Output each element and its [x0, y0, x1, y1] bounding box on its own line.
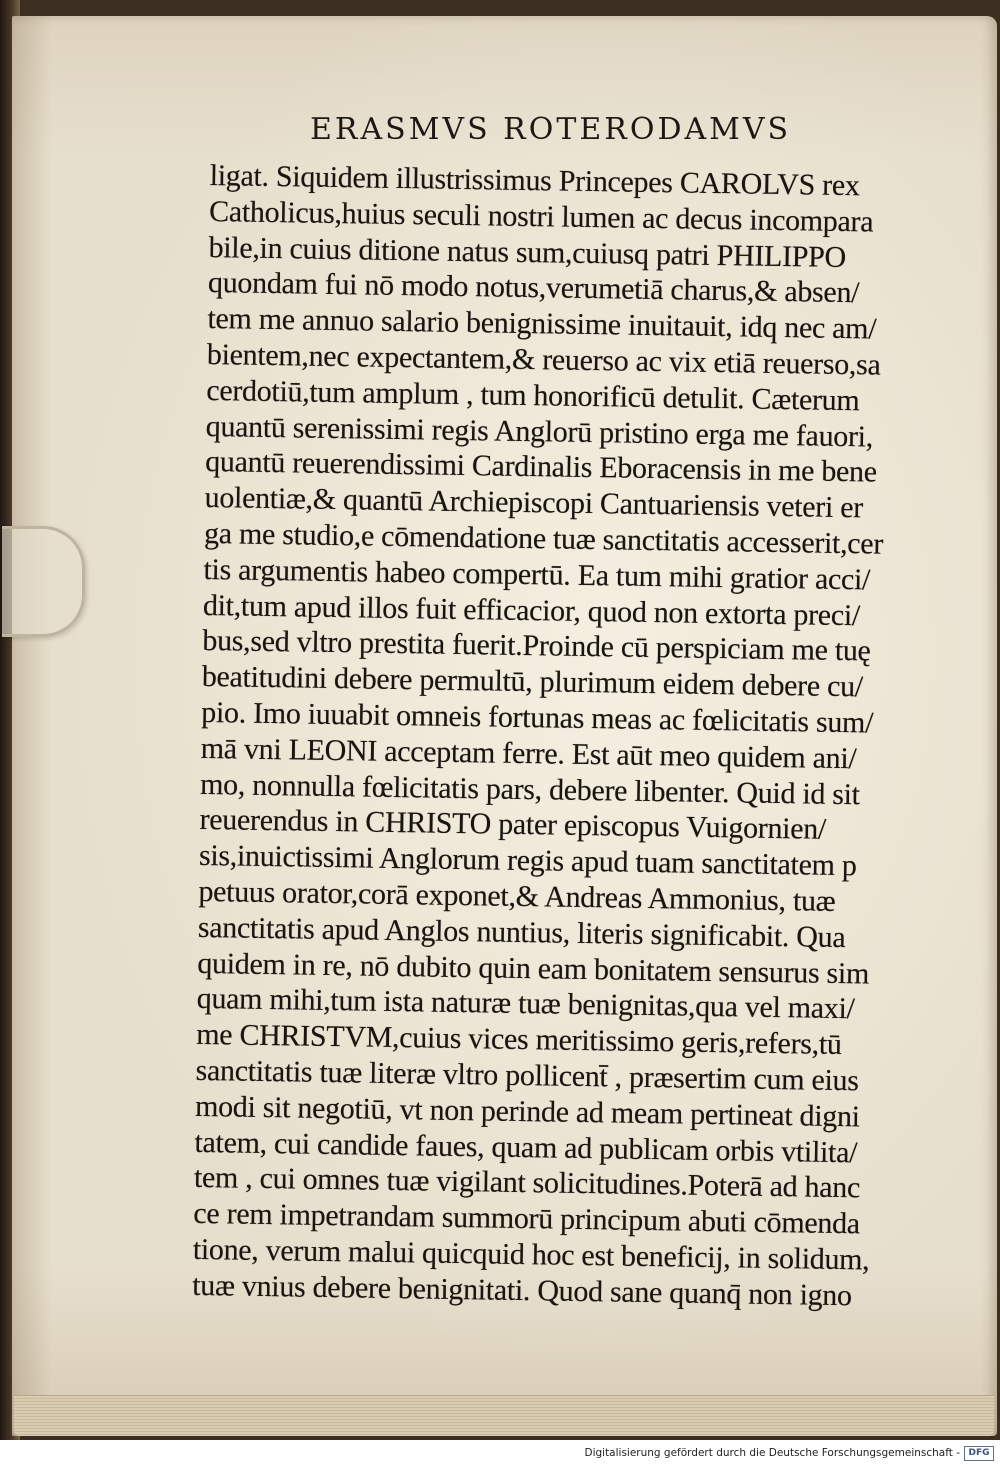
text-line: bientem,nec expectantem,& reuerso ac vix etiā reuerso,sa — [206, 337, 881, 382]
text-line: cerdotiū,tum amplum , tum honorificū detulit. Cæterum — [206, 373, 860, 418]
text-line: quantū serenissimi regis Anglorū pristino erga me fauori, — [205, 409, 874, 454]
text-line: ligat. Siquidem illustrissimus Princepes CAROLVS rex — [209, 158, 860, 203]
text-line: tem , cui omnes tuæ vigilant solicitudines.Poterā ad hanc — [193, 1161, 861, 1205]
running-header: ERASMVS ROTERODAMVS — [310, 112, 792, 147]
text-line: uolentiæ,& quantū Archiepiscopi Cantuariensis veteri er — [204, 481, 864, 525]
text-line: modi sit negotiū, vt non perinde ad meam pertineat digni — [194, 1089, 861, 1134]
text-line: me CHRISTVM,cuius vices meritissimo geris,refers,tū — [195, 1018, 842, 1062]
text-line: beatitudini debere permultū, plurimum eidem debere cu/ — [201, 660, 864, 704]
text-line: quondam fui nō modo notus,verumetiā charus,& absen/ — [207, 266, 860, 310]
text-line: tis argumentis habeo compertū. Ea tum mihi gratior acci/ — [203, 552, 871, 597]
body-text — [192, 158, 945, 1315]
text-line: tatem, cui candide faues, quam ad publicam orbis vtilita/ — [194, 1125, 858, 1169]
text-line: sanctitatis apud Anglos nuntius, literis significabit. Qua — [197, 910, 846, 954]
page-edges — [14, 1395, 994, 1436]
text-line: quam mihi,tum ista naturæ tuæ benignitas,qua vel maxi/ — [196, 982, 855, 1026]
funding-credit: Digitalisierung gefördert durch die Deutsche Forschungsgemeinschaft - — [584, 1447, 960, 1459]
text-line: bile,in cuius ditione natus sum,cuiusq patri PHILIPPO — [208, 230, 847, 274]
text-line: dit,tum apud illos fuit efficacior, quod non extorta preci/ — [202, 588, 861, 632]
text-line: petuus orator,corā exponet,& Andreas Ammonius, tuæ — [198, 874, 836, 918]
text-line: sanctitatis tuæ literæ vltro pollicent̄ , præsertim cum eius — [195, 1053, 859, 1098]
text-line: quantū reuerendissimi Cardinalis Eboracensis in me bene — [204, 445, 878, 489]
text-line: mā vni LEONI acceptam ferre. Est aūt meo quidem ani/ — [200, 731, 857, 775]
text-line: ce rem impetrandam summorū principum abuti cōmenda — [193, 1196, 861, 1241]
text-line: ga me studio,e cōmendatione tuæ sanctitatis accesserit,cer — [203, 516, 884, 561]
text-line: pio. Imo iuuabit omneis fortunas meas ac fœlicitatis sum/ — [201, 695, 874, 740]
text-line: tione, verum malui quicquid hoc est beneficij, in solidum, — [192, 1232, 870, 1277]
text-line: reuerendus in CHRISTO pater episcopus Vuigornien/ — [199, 803, 827, 847]
text-line: Catholicus,huius seculi nostri lumen ac decus incompara — [208, 194, 874, 239]
text-line: tuæ vnius debere benignitati. Quod sane quanq̄ non igno — [192, 1268, 853, 1312]
text-line: mo, nonnulla fœlicitatis pars, debere libenter. Quid id sit — [199, 767, 861, 811]
dfg-logo: DFG — [964, 1446, 994, 1461]
text-line: sis,inuictissimi Anglorum regis apud tuam sanctitatem p — [198, 839, 857, 883]
footer-bar — [0, 1440, 1000, 1465]
paper-clip-tab — [2, 526, 85, 637]
text-line: quidem in re, nō dubito quin eam bonitatem sensurus sim — [197, 946, 870, 990]
text-line: bus,sed vltro prestita fuerit.Proinde cū perspiciam me tuę — [202, 624, 871, 668]
text-line: tem me annuo salario benignissime inuitauit, idq nec am/ — [207, 302, 877, 346]
